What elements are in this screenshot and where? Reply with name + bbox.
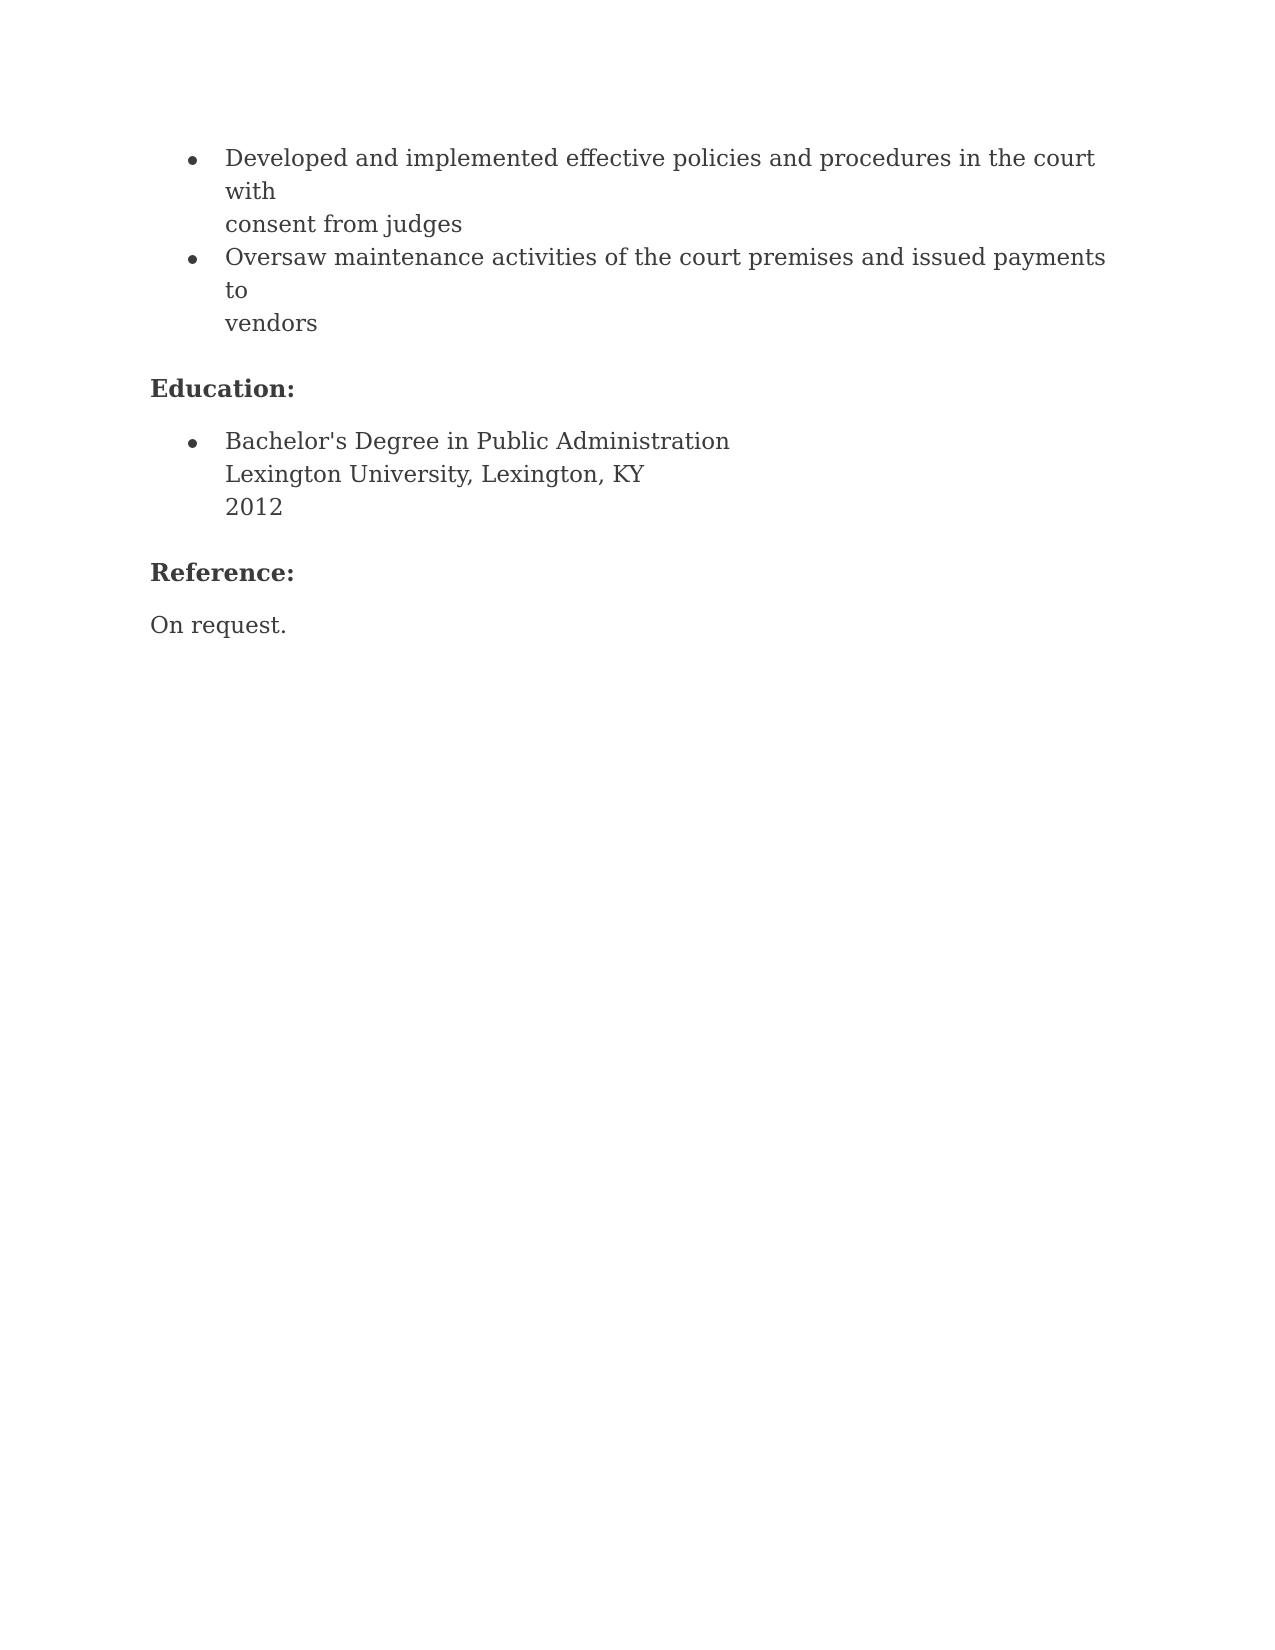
experience-bullet-list <box>150 143 1125 341</box>
education-school: Lexington University, Lexington, KY <box>225 462 645 488</box>
bullet-icon <box>188 156 197 165</box>
list-item <box>150 426 1125 525</box>
education-year: 2012 <box>225 495 284 521</box>
bullet-icon <box>188 439 197 448</box>
section-heading-education: Education: <box>150 374 296 403</box>
bullet-text-line: vendors <box>225 311 318 337</box>
bullet-text-line: Oversaw maintenance activities of the court premises and issued payments to <box>225 245 1106 304</box>
reference-text: On request. <box>150 613 288 639</box>
education-degree: Bachelor's Degree in Public Administration <box>225 429 730 455</box>
bullet-text-line: consent from judges <box>225 212 463 238</box>
list-item <box>150 242 1125 341</box>
bullet-icon <box>188 255 197 264</box>
education-bullet-list <box>150 426 1125 525</box>
section-heading-reference: Reference: <box>150 558 295 587</box>
list-item <box>150 143 1125 242</box>
bullet-text-line: Developed and implemented effective policies and procedures in the court with <box>225 146 1096 205</box>
